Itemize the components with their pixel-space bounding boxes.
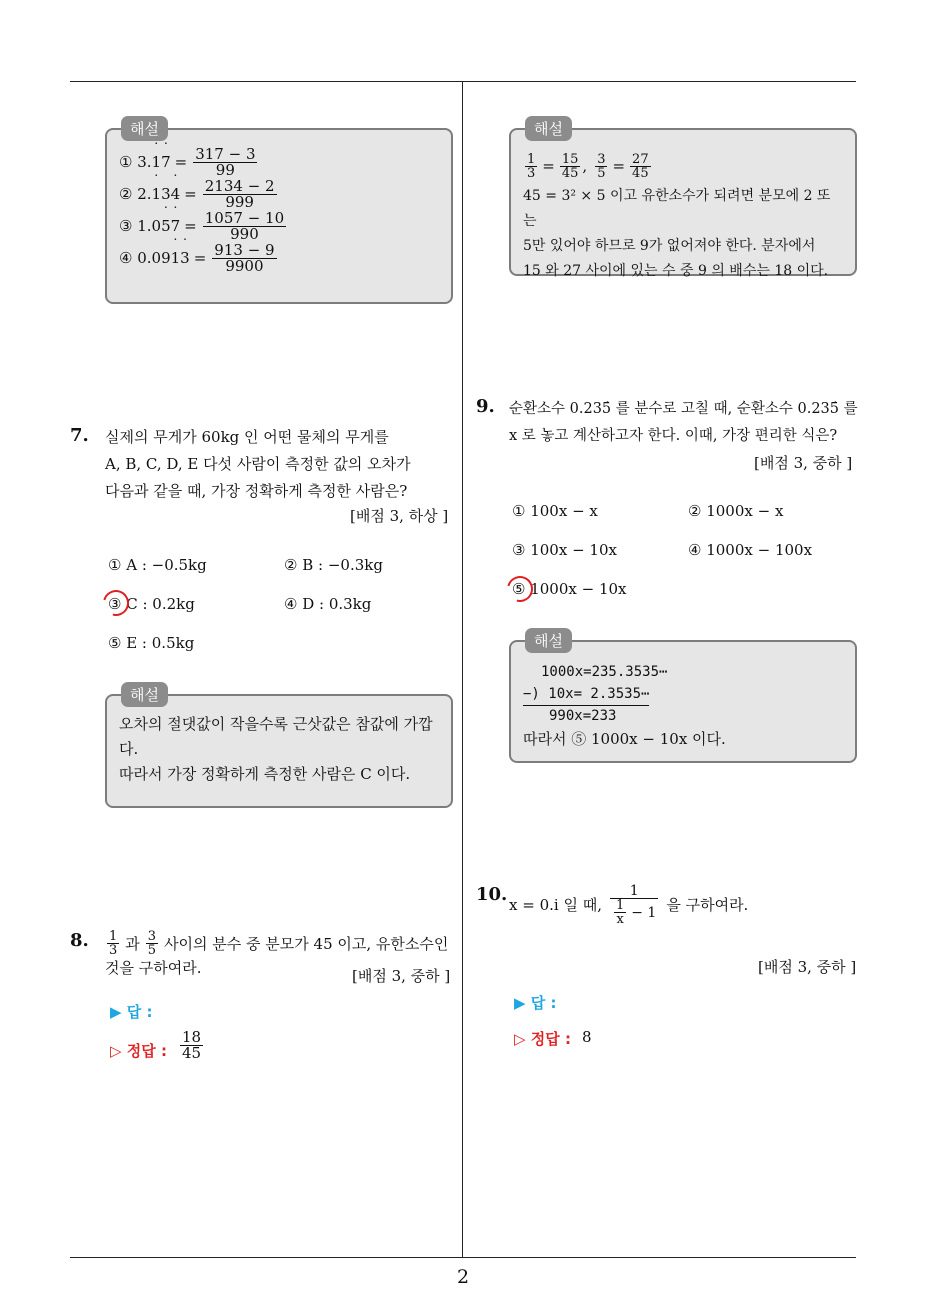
right-solution-box-1: 해설 $\frac{1}{3}$ = $\frac{15}{45}$ , $\frac{3}{5}$ = $\frac{27}{45}$ 45 = 3² × 5 이고 유한소수가 되려면 분모에 2 또는 5만 있어야 하므로 9가 없어져야 한다. 분자에서 15 와 27 사이에 있는 수 중 9 의 배수는 18 이다. (509, 128, 857, 276)
answer-label: ▶ 답 : (110, 1003, 153, 1021)
q7-option-4[interactable]: ④ D : 0.3kg (284, 595, 372, 613)
solution-line-2: ② 2. 1 ˙ 3 4 ˙ = $\frac{2134 - 2}{999}$ (119, 178, 439, 210)
solution-box-label: 해설 (121, 682, 168, 707)
top-rule (70, 81, 856, 82)
selected-answer-circle (502, 571, 538, 607)
solution-line-3: ③ 1.0 5 ˙ 7 ˙ = $\frac{1057 - 10}{990}$ (119, 210, 439, 242)
q7-option-1[interactable]: ① A : −0.5kg (108, 556, 207, 574)
q9-option-5[interactable]: ⑤ 1000x − 10x (512, 580, 627, 598)
selected-answer-circle (98, 585, 134, 621)
calc-line-2: −) 10x= 2.3535⋯ (523, 684, 649, 706)
calc-conclusion: 따라서 ⑤ 1000x − 10x 이다. (523, 730, 726, 748)
question-7-number: 7. (70, 425, 89, 446)
question-8-number: 8. (70, 930, 89, 951)
answer-label: ▶ 답 : (514, 994, 557, 1012)
page-number: 2 (456, 1266, 470, 1288)
solution-label: ▷ 정답 : (110, 1042, 167, 1060)
q9-option-4[interactable]: ④ 1000x − 100x (688, 541, 813, 559)
left-solution-box-1 (105, 120, 453, 304)
question-10-text: x = 0.i 일 때, 1 $\frac{1}{x}$ − 1 을 구하여라. (509, 883, 749, 927)
question-7-points: [배점 3, 하상 ] (350, 507, 449, 525)
question-9-points: [배점 3, 중하 ] (754, 454, 853, 472)
q7-option-5[interactable]: ⑤ E : 0.5kg (108, 634, 195, 652)
solution-box-label: 해설 (121, 116, 168, 141)
question-9-number: 9. (476, 396, 495, 417)
q9-option-3[interactable]: ③ 100x − 10x (512, 541, 617, 559)
left-solution-box-2: 해설 오차의 절댓값이 작을수록 근삿값은 참값에 가깝 다. 따라서 가장 정확하게 측정한 사람은 C 이다. (105, 694, 453, 808)
solution-line-1: ① 3. 1 ˙ 7 ˙ = $\frac{317 - 3}{99}$ (119, 146, 439, 178)
solution-box-label: 해설 (525, 628, 572, 653)
solution-value: $\frac{18}{45}$ (182, 1028, 202, 1062)
q7-option-2[interactable]: ② B : −0.3kg (284, 556, 383, 574)
q7-option-3[interactable]: ③ C : 0.2kg (108, 595, 195, 613)
calc-line-1: 1000x=235.3535⋯ (541, 664, 668, 680)
complex-fraction: 1 $\frac{1}{x}$ − 1 (610, 884, 658, 926)
question-10-points: [배점 3, 중하 ] (758, 958, 857, 976)
question-9-text: 순환소수 0.235̇ 를 분수로 고칠 때, 순환소수 0.235̇ 를 x 로 놓고 계산하고자 한다. 이때, 가장 편리한 식은? (509, 401, 858, 444)
question-7-text: 실제의 무게가 60kg 인 어떤 물체의 무게를 A, B, C, D, E 다섯 사람이 측정한 값의 오차가 다음과 같을 때, 가장 정확하게 측정한 사람은? (105, 428, 411, 500)
solution-value: 8 (582, 1028, 592, 1046)
bottom-rule (70, 1257, 856, 1258)
solution-box-label: 해설 (525, 116, 572, 141)
question-8-points: [배점 3, 중하 ] (352, 967, 451, 985)
solution-label: ▷ 정답 : (514, 1030, 571, 1048)
fraction-equation: $\frac{1}{3}$ = $\frac{15}{45}$ , $\frac{3}{5}$ = $\frac{27}{45}$ (527, 151, 649, 181)
q9-option-2[interactable]: ② 1000x − x (688, 502, 784, 520)
calc-line-3: 990x=233 (549, 708, 617, 724)
solution-line-4: ④ 0.09 1 ˙ 3 ˙ = $\frac{913 - 9}{9900}$ (119, 242, 439, 274)
right-solution-box-2 (509, 632, 857, 763)
question-8-text: $\frac{1}{3}$ 과 $\frac{3}{5}$ 사이의 분수 중 분모가 45 이고, 유한소수인 것을 구하여라. (105, 929, 449, 977)
q9-option-1[interactable]: ① 100x − x (512, 502, 598, 520)
column-divider (462, 82, 463, 1257)
question-10-number: 10. (476, 884, 508, 905)
